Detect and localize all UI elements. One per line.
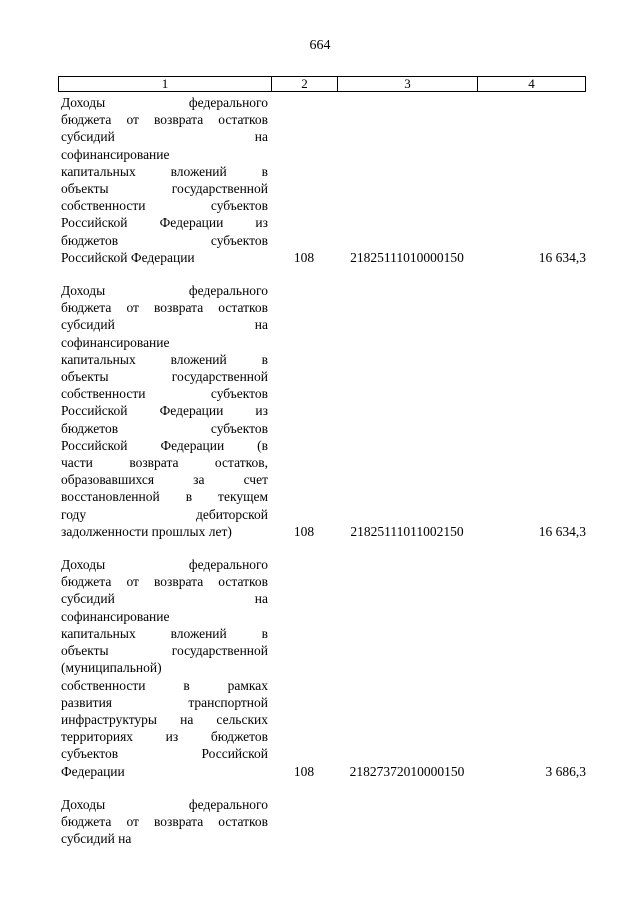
column-header-1: 1	[59, 77, 272, 91]
description-line: объекты государственной	[61, 181, 268, 197]
description-line: Российской Федерации из	[61, 403, 268, 419]
description-line: Доходы федерального	[61, 95, 268, 110]
column-header-3: 3	[338, 77, 478, 91]
description-line: Российской Федерации	[61, 249, 195, 265]
description-line: капитальных вложений в	[61, 625, 268, 641]
description-line: году дебиторской	[61, 506, 268, 522]
row-kbk: 21825111011002150	[350, 523, 464, 539]
row-code: 108	[293, 763, 315, 779]
description-line: собственности субъектов	[61, 198, 268, 214]
description-line: образовавшихся за счет	[61, 472, 268, 488]
column-header-4: 4	[528, 76, 535, 91]
row-code: 108	[293, 249, 315, 265]
description-line: софинансирование	[61, 146, 170, 162]
row-amount: 16 634,3	[538, 249, 586, 265]
description-line: субсидий на	[61, 317, 268, 333]
description-line: Доходы федерального	[61, 557, 268, 573]
description-line: (муниципальной)	[61, 660, 162, 676]
description-line: софинансирование	[61, 334, 170, 350]
description-line: части возврата остатков,	[61, 455, 268, 471]
description-line: объекты государственной	[61, 643, 268, 659]
row-description	[58, 282, 268, 540]
description-line: бюджетов субъектов	[61, 420, 268, 436]
description-line: восстановленной в текущем	[61, 489, 268, 505]
table-header	[58, 76, 586, 92]
description-line: бюджета от возврата остатков	[61, 112, 268, 128]
description-line: собственности субъектов	[61, 386, 268, 402]
description-line: Доходы федерального	[61, 796, 268, 812]
table-row	[58, 796, 586, 848]
description-line: территориях из бюджетов	[61, 729, 268, 745]
row-description	[58, 796, 268, 848]
description-line: капитальных вложений в	[61, 163, 268, 179]
row-kbk: 21825111010000150	[350, 249, 464, 265]
description-line: Доходы федерального	[61, 283, 268, 299]
description-line: софинансирование	[61, 608, 170, 624]
description-line: задолженности прошлых лет)	[61, 523, 232, 539]
description-line: собственности в рамках	[61, 677, 268, 693]
page-number: 664	[309, 38, 331, 53]
row-description	[58, 94, 268, 266]
description-line: Российской Федерации (в	[61, 437, 268, 453]
description-line: развития транспортной	[61, 694, 268, 710]
description-line: бюджета от возврата остатков	[61, 300, 268, 316]
row-amount: 16 634,3	[538, 523, 586, 539]
column-header-2: 2	[272, 77, 338, 91]
table-row	[58, 282, 586, 540]
table-row	[58, 94, 586, 266]
description-line: объекты государственной	[61, 369, 268, 385]
table-body	[58, 94, 586, 863]
row-code: 108	[293, 523, 315, 539]
description-line: субсидий на	[61, 831, 132, 847]
description-line: субсидий на	[61, 591, 268, 607]
row-kbk: 21827372010000150	[349, 763, 465, 779]
row-description	[58, 556, 268, 780]
row-amount: 3 686,3	[545, 763, 586, 779]
description-line: субъектов Российской	[61, 746, 268, 762]
description-line: капитальных вложений в	[61, 351, 268, 367]
table-row	[58, 556, 586, 780]
description-line: субсидий на	[61, 129, 268, 145]
description-line: Федерации	[61, 763, 125, 779]
description-line: инфраструктуры на сельских	[61, 711, 268, 727]
description-line: бюджета от возврата остатков	[61, 813, 268, 829]
description-line: бюджетов субъектов	[61, 232, 268, 248]
description-line: бюджета от возврата остатков	[61, 574, 268, 590]
description-line: Российской Федерации из	[61, 215, 268, 231]
